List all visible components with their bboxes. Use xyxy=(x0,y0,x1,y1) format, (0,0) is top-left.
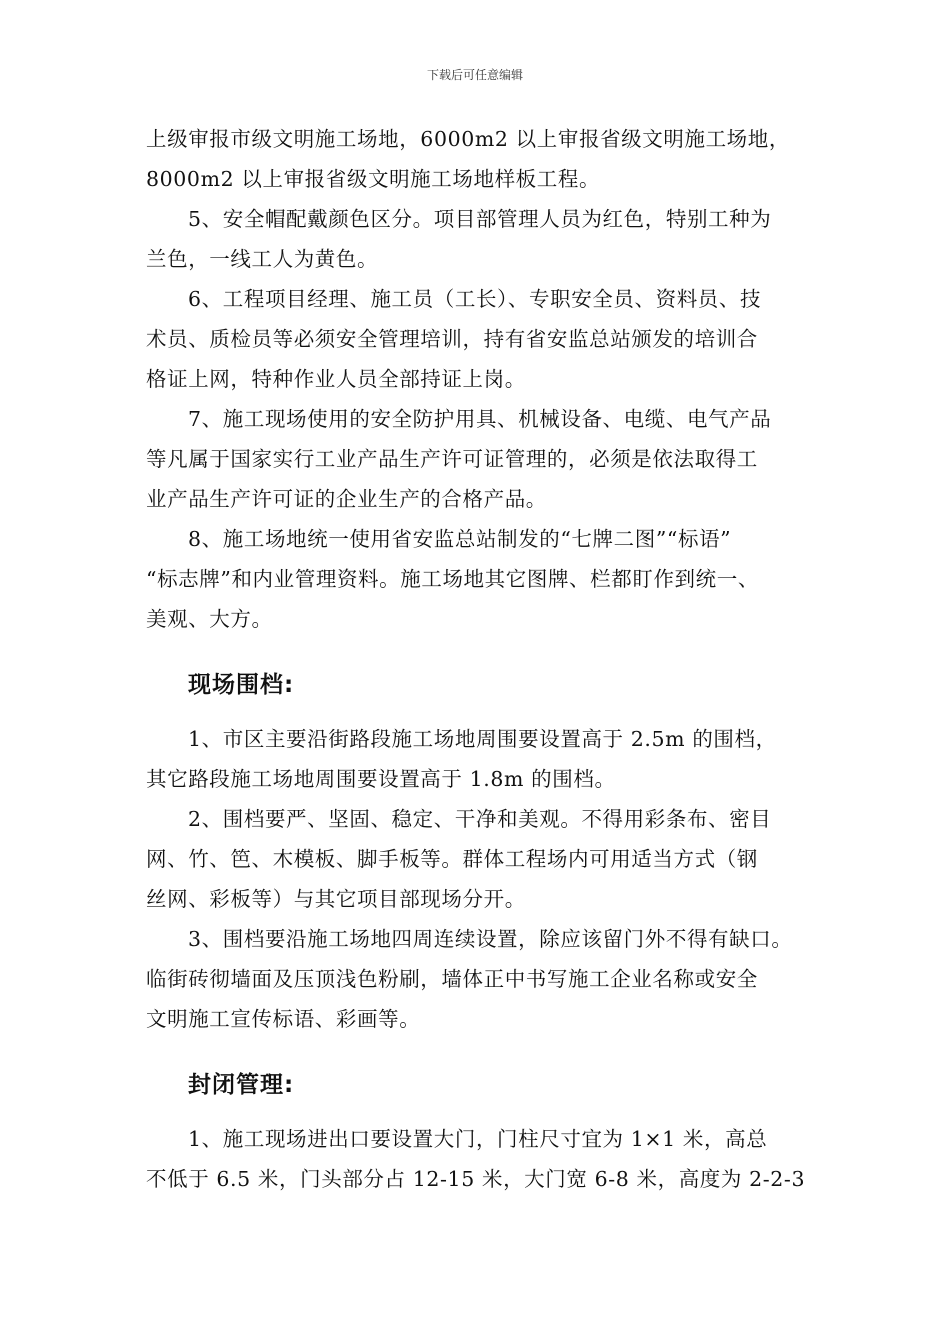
page-header: 下载后可任意编辑 xyxy=(426,68,523,82)
document-body xyxy=(146,119,826,1199)
body-line: 8000m2 以上审报省级文明施工场地样板工程。 xyxy=(146,167,601,191)
body-line: 等凡属于国家实行工业产品生产许可证管理的，必须是依法取得工 xyxy=(146,447,758,471)
body-line: 3、围档要沿施工场地四周连续设置，除应该留门外不得有缺口。 xyxy=(188,927,793,951)
body-line: 兰色，一线工人为黄色。 xyxy=(146,247,379,271)
body-line: 临街砖彻墙面及压顶浅色粉刷，墙体正中书写施工企业名称或安全 xyxy=(146,967,758,991)
body-line: 术员、质检员等必须安全管理培训，持有省安监总站颁发的培训合 xyxy=(146,327,758,351)
body-line: 美观、大方。 xyxy=(146,607,273,631)
body-line: 丝网、彩板等）与其它项目部现场分开。 xyxy=(146,887,526,911)
body-line: “标志牌”和内业管理资料。施工场地其它图牌、栏都盯作到统一、 xyxy=(146,567,759,591)
body-line: 其它路段施工场地周围要设置高于 1.8m 的围档。 xyxy=(146,767,616,791)
body-line: 业产品生产许可证的企业生产的合格产品。 xyxy=(146,487,547,511)
body-line: 网、竹、笆、木模板、脚手板等。群体工程场内可用适当方式（钢 xyxy=(146,847,758,871)
body-line: 1、市区主要沿街路段施工场地周围要设置高于 2.5m 的围档， xyxy=(188,727,777,751)
body-line: 不低于 6.5 米，门头部分占 12-15 米，大门宽 6-8 米，高度为 2-2-3 xyxy=(146,1167,806,1191)
body-line: 6、工程项目经理、施工员（工长）、专职安全员、资料员、技 xyxy=(188,287,762,311)
body-line: 格证上网，特种作业人员全部持证上岗。 xyxy=(146,367,526,391)
section-heading-closed-management: 封闭管理: xyxy=(188,1072,295,1098)
body-line: 8、施工场地统一使用省安监总站制发的“七牌二图”“标语” xyxy=(188,527,732,551)
body-line: 2、围档要严、坚固、稳定、干净和美观。不得用彩条布、密目 xyxy=(188,807,772,831)
body-line: 文明施工宣传标语、彩画等。 xyxy=(146,1007,421,1031)
body-line: 1、施工现场进出口要设置大门，门柱尺寸宜为 1×1 米，高总 xyxy=(188,1127,768,1151)
section-heading-site-fence: 现场围档: xyxy=(188,672,295,698)
body-line: 7、施工现场使用的安全防护用具、机械设备、电缆、电气产品 xyxy=(188,407,772,431)
body-line: 5、安全帽配戴颜色区分。项目部管理人员为红色，特别工种为 xyxy=(188,207,772,231)
body-line: 上级审报市级文明施工场地，6000m2 以上审报省级文明施工场地， xyxy=(146,127,790,151)
